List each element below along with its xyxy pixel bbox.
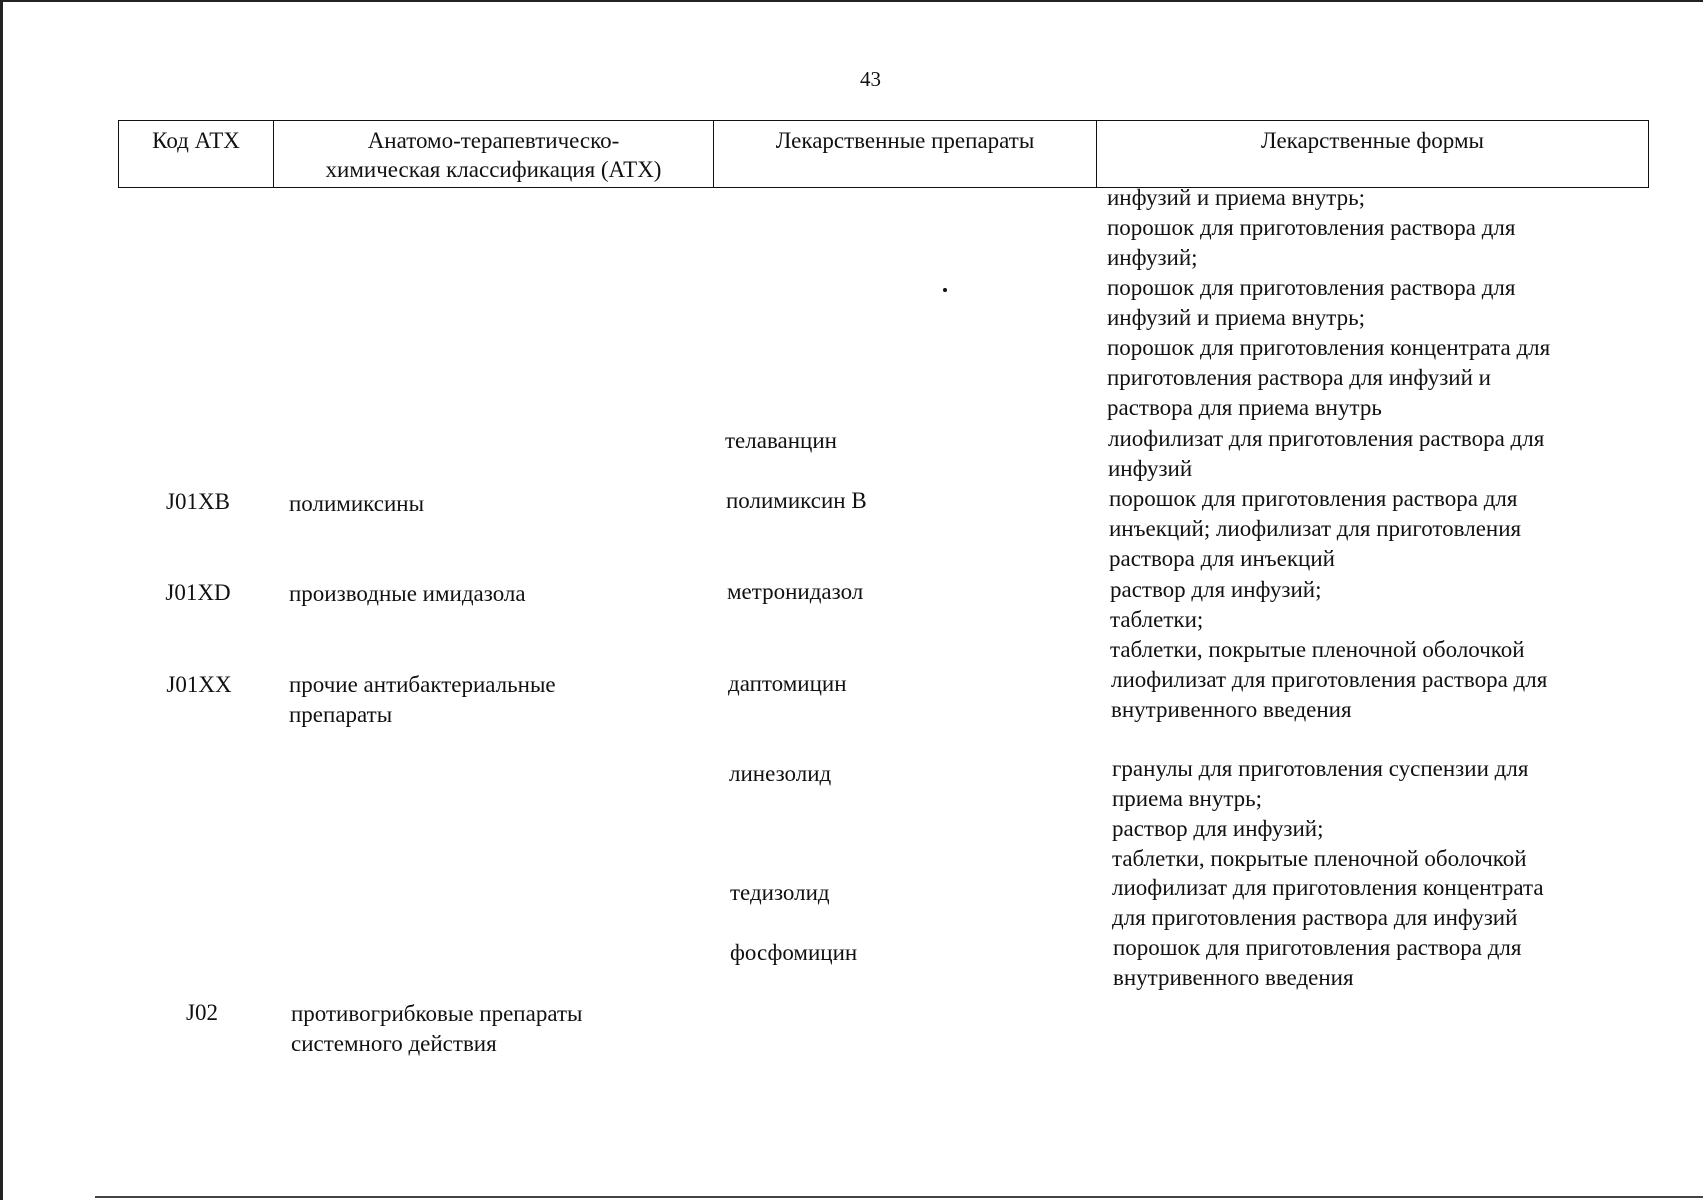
code-j01xb: J01XB	[166, 489, 230, 514]
scan-edge-bottom	[95, 1196, 1703, 1198]
header-classification-line1: Анатомо-терапевтическо-	[367, 128, 620, 153]
class-j01xd: производные имидазола	[289, 581, 526, 606]
form-line: порошок для приготовления раствора для	[1107, 275, 1516, 300]
forms-j01xd	[1110, 575, 1525, 665]
drug-daptomycin: даптомицин	[728, 671, 847, 696]
form-line: гранулы для приготовления суспензии для	[1112, 756, 1529, 781]
class-line: системного действия	[291, 1031, 497, 1056]
scan-speck	[943, 288, 947, 292]
form-line: таблетки, покрытые пленочной оболочкой	[1110, 637, 1525, 662]
continued-forms	[1107, 183, 1550, 423]
form-line: инфузий	[1108, 456, 1193, 481]
drug-telavancin: телаванцин	[725, 428, 837, 453]
class-j01xx	[289, 670, 556, 730]
header-forms: Лекарственные формы	[1097, 121, 1649, 188]
scan-edge-left	[0, 0, 3, 1200]
form-line: порошок для приготовления раствора для	[1109, 486, 1518, 511]
scan-edge-top	[0, 0, 1703, 2]
form-line: внутривенного введения	[1113, 965, 1354, 990]
code-j01xd: J01XD	[165, 580, 231, 605]
form-line: порошок для приготовления концентрата для	[1107, 335, 1551, 360]
form-line: лиофилизат для приготовления раствора для	[1108, 426, 1545, 451]
drug-j01xd: метронидазол	[727, 579, 864, 604]
code-j02: J02	[186, 1000, 218, 1025]
drug-j01xb: полимиксин В	[726, 488, 867, 513]
header-code: Код АТХ	[119, 121, 274, 188]
form-line: порошок для приготовления раствора для	[1113, 935, 1522, 960]
form-line: инфузий;	[1107, 245, 1198, 270]
form-line: лиофилизат для приготовления концентрата	[1112, 875, 1544, 900]
form-line: приема внутрь;	[1112, 786, 1263, 811]
form-line: таблетки;	[1110, 607, 1204, 632]
form-line: лиофилизат для приготовления раствора для	[1111, 667, 1548, 692]
forms-fosfomycin	[1113, 933, 1521, 993]
page-number: 43	[860, 67, 881, 91]
code-j01xx: J01XX	[166, 672, 232, 697]
form-line: приготовления раствора для инфузий и	[1107, 365, 1491, 390]
forms-linezolid	[1112, 754, 1528, 874]
table-header	[118, 120, 1649, 188]
form-line: для приготовления раствора для инфузий	[1112, 905, 1518, 930]
form-line: таблетки, покрытые пленочной оболочкой	[1112, 846, 1527, 871]
form-line: инфузий и приема внутрь;	[1107, 305, 1366, 330]
form-line: инфузий и приема внутрь;	[1107, 185, 1366, 210]
forms-daptomycin	[1111, 665, 1547, 725]
class-j02	[291, 999, 582, 1059]
form-line: раствор для инфузий;	[1110, 577, 1322, 602]
form-line: раствора для приема внутрь	[1107, 395, 1382, 420]
forms-telavancin	[1108, 424, 1544, 484]
drug-linezolid: линезолид	[729, 761, 832, 786]
form-line: раствора для инъекций	[1109, 546, 1335, 571]
drug-fosfomycin: фосфомицин	[730, 940, 858, 965]
header-classification-line2: химическая классификация (АТХ)	[325, 156, 662, 182]
header-drugs: Лекарственные препараты	[714, 121, 1097, 188]
form-line: раствор для инфузий;	[1112, 816, 1324, 841]
form-line: порошок для приготовления раствора для	[1107, 215, 1516, 240]
forms-j01xb	[1109, 484, 1521, 574]
class-j01xb: полимиксины	[289, 491, 425, 516]
class-line: противогрибковые препараты	[291, 1001, 583, 1026]
class-line: препараты	[289, 702, 393, 727]
drug-tedizolid: тедизолид	[730, 880, 830, 905]
form-line: внутривенного введения	[1111, 697, 1352, 722]
forms-tedizolid	[1112, 873, 1544, 933]
header-classification	[274, 121, 714, 188]
form-line: инъекций; лиофилизат для приготовления	[1109, 516, 1522, 541]
class-line: прочие антибактериальные	[289, 672, 556, 697]
